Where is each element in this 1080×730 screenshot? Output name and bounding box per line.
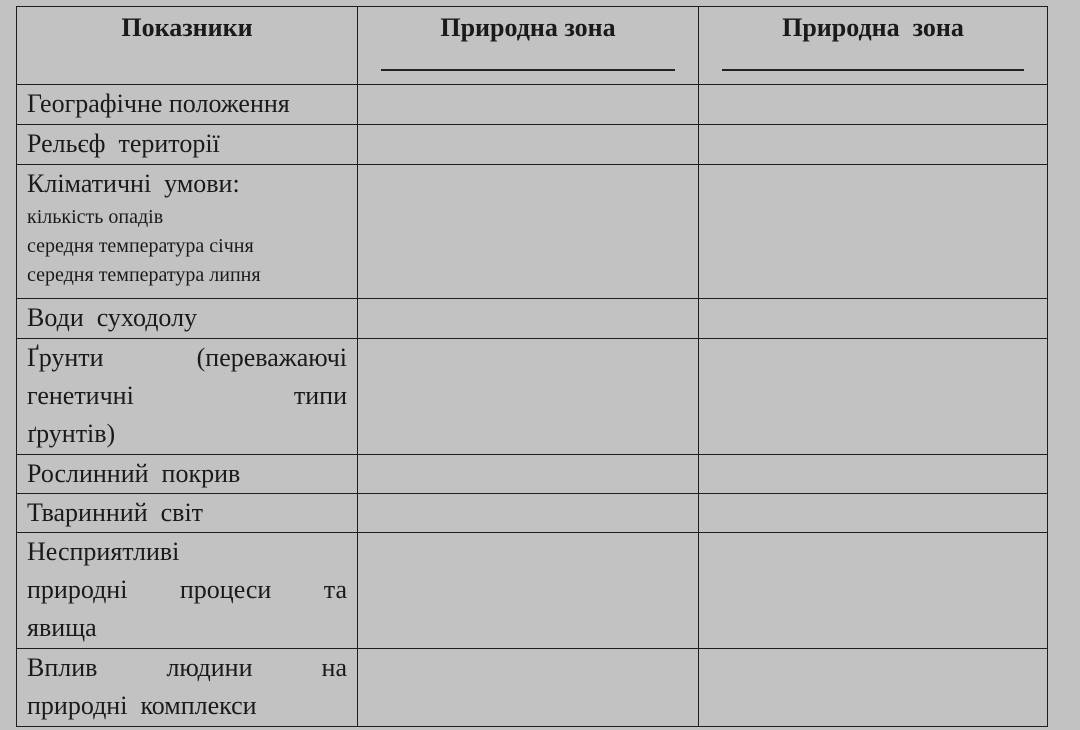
- header-indicators: Показники: [17, 7, 358, 85]
- cell-zone-1[interactable]: [358, 533, 699, 649]
- cell-zone-2[interactable]: [699, 533, 1048, 649]
- cell-zone-2[interactable]: [699, 494, 1048, 533]
- table-row: [17, 339, 1048, 455]
- nature-zones-table: [16, 6, 1048, 727]
- row-label-animals: Тваринний світ: [17, 494, 358, 533]
- header-zone-1: Природна зона: [358, 7, 699, 85]
- cell-zone-2[interactable]: [699, 125, 1048, 165]
- cell-zone-2[interactable]: [699, 649, 1048, 727]
- header-zone-2: Природна зона: [699, 7, 1048, 85]
- table-row: [17, 125, 1048, 165]
- table-row: [17, 494, 1048, 533]
- cell-zone-1[interactable]: [358, 455, 699, 494]
- cell-zone-1[interactable]: [358, 85, 699, 125]
- table-row: [17, 165, 1048, 299]
- cell-zone-2[interactable]: [699, 299, 1048, 339]
- cell-zone-1[interactable]: [358, 165, 699, 299]
- cell-zone-2[interactable]: [699, 455, 1048, 494]
- table-row: [17, 649, 1048, 727]
- table-row: [17, 299, 1048, 339]
- zone-1-blank-line[interactable]: [381, 59, 675, 71]
- table-row: [17, 85, 1048, 125]
- header-row: [17, 7, 1048, 85]
- cell-zone-1[interactable]: [358, 339, 699, 455]
- row-label-soils: Ґрунти (переважаючі генетичні типи ґрунтів): [17, 339, 358, 455]
- table-row: [17, 455, 1048, 494]
- cell-zone-1[interactable]: [358, 299, 699, 339]
- row-label-impact: Вплив людини на природні комплекси: [17, 649, 358, 727]
- cell-zone-1[interactable]: [358, 494, 699, 533]
- row-label-waters: Води суходолу: [17, 299, 358, 339]
- row-label-relief: Рельєф території: [17, 125, 358, 165]
- cell-zone-2[interactable]: [699, 165, 1048, 299]
- cell-zone-1[interactable]: [358, 125, 699, 165]
- zone-2-blank-line[interactable]: [722, 59, 1024, 71]
- cell-zone-1[interactable]: [358, 649, 699, 727]
- cell-zone-2[interactable]: [699, 85, 1048, 125]
- row-label-plants: Рослинний покрив: [17, 455, 358, 494]
- table-row: [17, 533, 1048, 649]
- row-label-geo: Географічне положення: [17, 85, 358, 125]
- row-label-climate: Кліматичні умови: кількість опадів середня температура січня середня температура липня: [17, 165, 358, 299]
- row-label-hazards: Несприятливі природні процеси та явища: [17, 533, 358, 649]
- cell-zone-2[interactable]: [699, 339, 1048, 455]
